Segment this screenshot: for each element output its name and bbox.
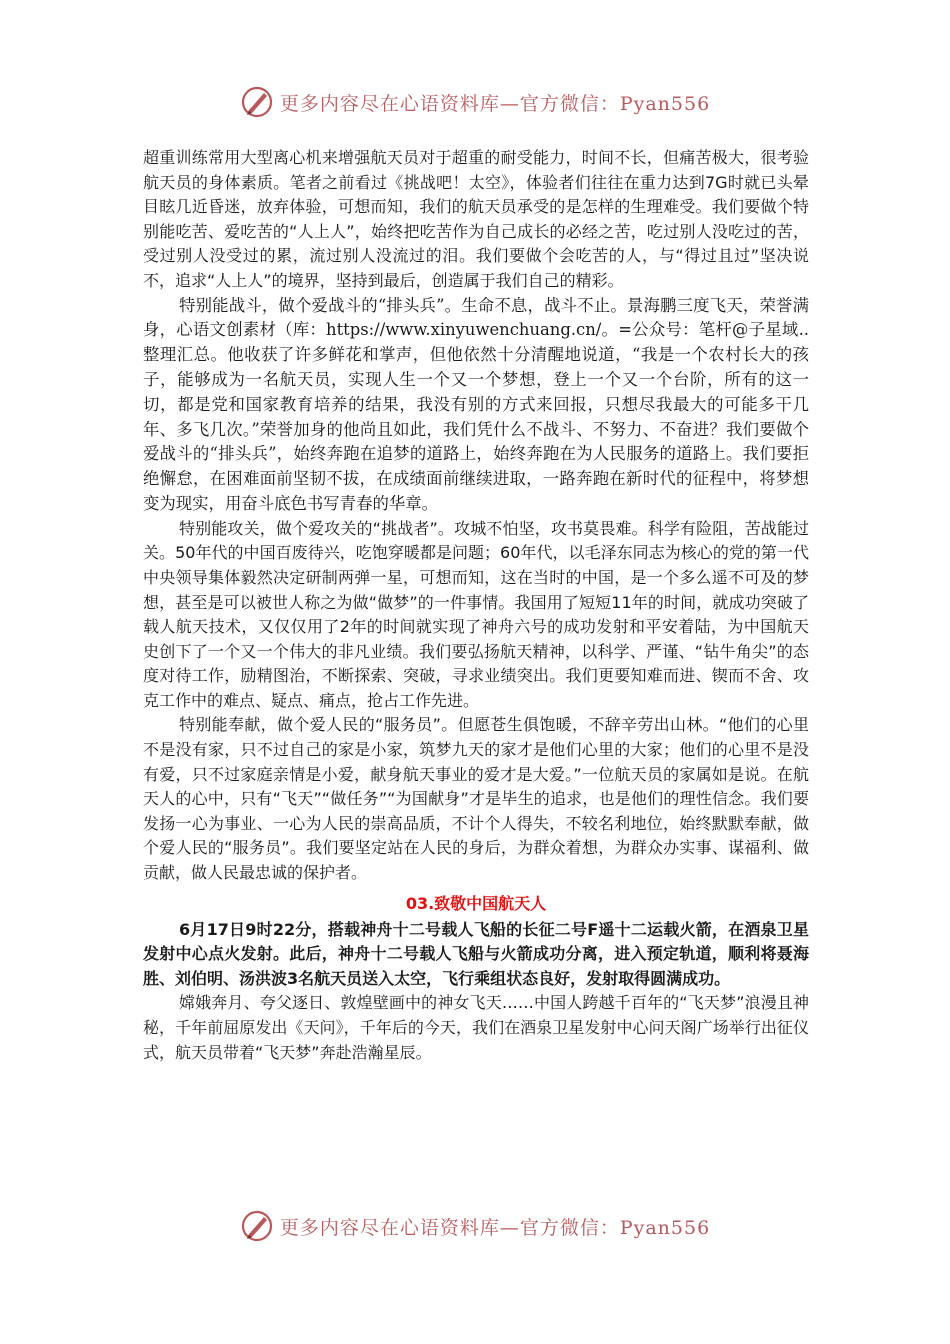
paragraph: 特别能攻关，做个爱攻关的“挑战者”。攻城不怕坚，攻书莫畏难。科学有险阻，苦战能过关。50年代的中国百废待兴，吃饱穿暖都是问题；60年代，以毛泽东同志为核心的党的第一代中央领导集体毅然决定研制两弹一星，可想而知，这在当时的中国，是一个多么遥不可及的梦想，甚至是可以被世人称之为做“做梦”的一件事情。我国用了短短11年的时间，就成功突破了载人航天技术，又仅仅用了2年的时间就实现了神舟六号的成功发射和平安着陆，为中国航天史创下了一个又一个伟大的非凡业绩。我们要弘扬航天精神，以科学、严谨、“钻牛角尖”的态度对待工作，励精图治，不断探索、突破，寻求业绩突出。我们更要知难而进、锲而不舍、攻克工作中的难点、疑点、痛点，抢占工作先进。: [143, 518, 809, 710]
footer-banner: [0, 1206, 950, 1246]
pen-logo-icon: [240, 85, 274, 119]
lead-paragraph: 6月17日9时22分，搭载神舟十二号载人飞船的长征二号F遥十二运载火箭，在酒泉卫星发射中心点火发射。此后，神舟十二号载人飞船与火箭成功分离，进入预定轨道，顺利将聂海胜、刘伯明、汤洪波3名航天员送入太空，飞行乘组状态良好，发射取得圆满成功。: [143, 919, 809, 988]
document-body: [143, 146, 809, 1065]
paragraph: 特别能战斗，做个爱战斗的“排头兵”。生命不息，战斗不止。景海鹏三度飞天，荣誉满身，心语文创素材（库：https://www.xinyuwenchuang.cn/。=公众号：笔杆@子星域..整理汇总。他收获了许多鲜花和掌声，但他依然十分清醒地说道，“我是一个农村长大的孩子，能够成为一名航天员，实现人生一个又一个梦想，登上一个又一个台阶，所有的这一切，都是党和国家教育培养的结果，我没有别的方式来回报，只想尽我最大的可能多干几年、多飞几次。”荣誉加身的他尚且如此，我们凭什么不战斗、不努力、不奋进？我们要做个爱战斗的“排头兵”，始终奔跑在追梦的道路上，始终奔跑在为人民服务的道路上。我们要拒绝懈怠，在困难面前坚韧不拔，在成绩面前继续进取，一路奔跑在新时代的征程中，将梦想变为现实，用奋斗底色书写青春的华章。: [143, 295, 809, 513]
paragraph: 嫦娥奔月、夸父逐日、敦煌壁画中的神女飞天……中国人跨越千百年的“飞天梦”浪漫且神秘，千年前屈原发出《天问》，千年后的今天，我们在酒泉卫星发射中心问天阁广场举行出征仪式，航天员带着“飞天梦”奔赴浩瀚星辰。: [143, 993, 809, 1062]
banner-text: 更多内容尽在心语资料库—官方微信：Pyan556: [279, 92, 711, 115]
paragraph: 特别能奉献，做个爱人民的“服务员”。但愿苍生俱饱暖，不辞辛劳出山林。“他们的心里不是没有家，只不过自己的家是小家，筑梦九天的家才是他们心里的大家；他们的心里不是没有爱，只不过家庭亲情是小爱，献身航天事业的爱才是大爱。”一位航天员的家属如是说。在航天人的心中，只有“飞天”“做任务”“为国献身”才是毕生的追求，也是他们的理性信念。我们要发扬一心为事业、一心为人民的崇高品质，不计个人得失，不较名利地位，始终默默奉献，做个爱人民的“服务员”。我们要坚定站在人民的身后，为群众着想，为群众办实事、谋福利、做贡献，做人民最忠诚的保护者。: [143, 715, 809, 883]
banner-text: 更多内容尽在心语资料库—官方微信：Pyan556: [279, 1216, 711, 1239]
paragraph: 超重训练常用大型离心机来增强航天员对于超重的耐受能力，时间不长，但痛苦极大，很考验航天员的身体素质。笔者之前看过《挑战吧！太空》，体验者们往往在重力达到7G时就已头晕目眩几近昏迷，放弃体验，可想而知，我们的航天员承受的是怎样的生理难受。我们要做个特别能吃苦、爱吃苦的“人上人”，始终把吃苦作为自己成长的必经之苦，吃过别人没吃过的苦，受过别人没受过的累，流过别人没流过的泪。我们要做个会吃苦的人，与“得过且过”坚决说不，追求“人上人”的境界，坚持到最后，创造属于我们自己的精彩。: [143, 148, 809, 290]
pen-logo-icon: [240, 1209, 274, 1243]
header-banner: [0, 82, 950, 122]
section-heading: 03.致敬中国航天人: [405, 893, 547, 913]
